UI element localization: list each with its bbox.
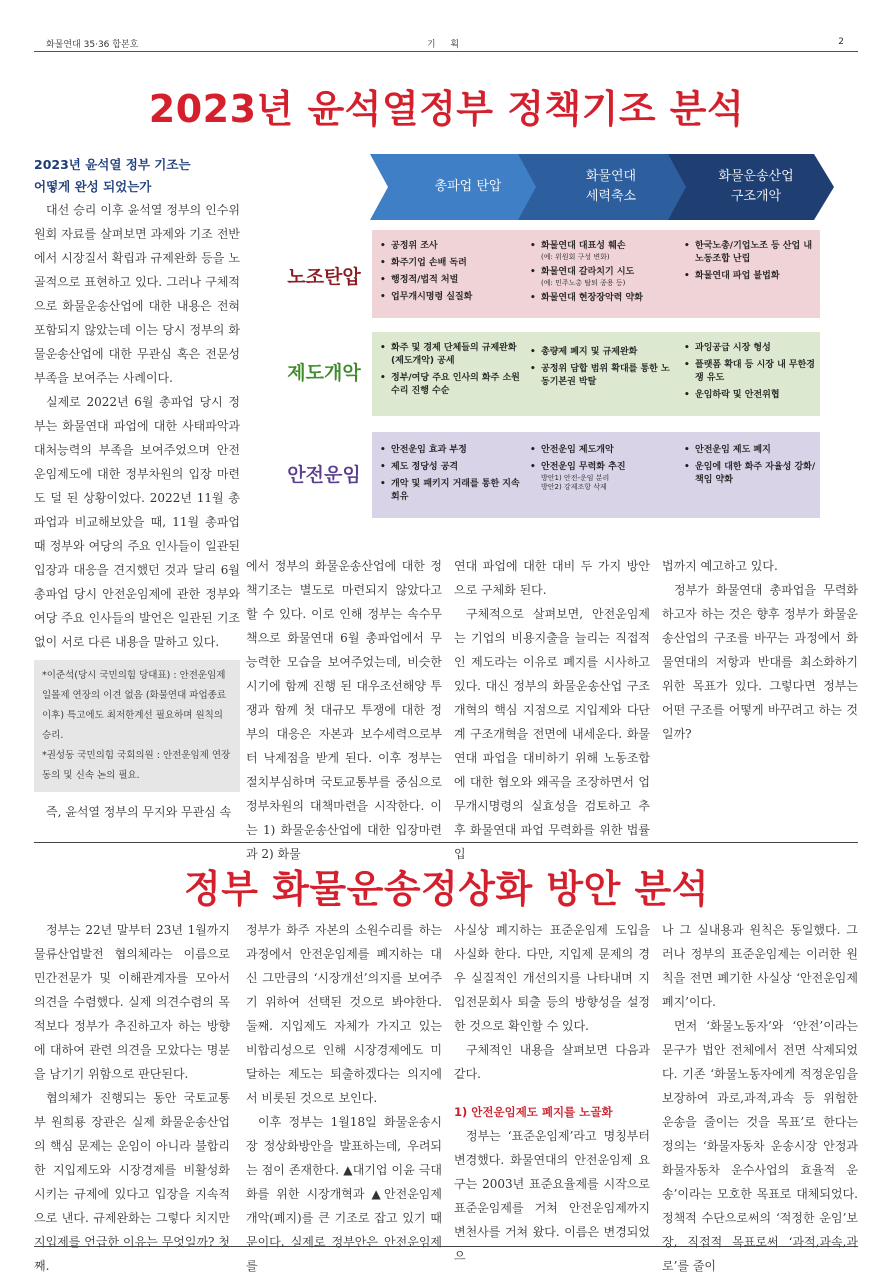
section2-subheading: 1) 안전운임제도 폐지를 노골화 xyxy=(454,1105,613,1119)
row3-cell3 xyxy=(684,444,816,491)
section2-col1-paragraph2: 협의체가 진행되는 동안 국토교통부 원희룡 장관은 실제 화물운송산업의 핵심 문제는 운임이 아니라 불합리한 지입제도와 시장경제를 비활성화 시키는 규제에 있다고 입장을 지속적으로 낸다. 규제완화는 그렇다 치지만 지입제를 언급한 이유는 무엇일까? 첫째. xyxy=(34,1091,230,1273)
section1-col4-paragraph2: 정부가 화물연대 총파업을 무력화하고자 하는 것은 향후 정부가 화물운송산업의 구조를 바꾸는 과정에서 화물연대의 저항과 반대를 최소화하기 위한 목표가 있다. 그렇다면 정부는 어떤 구조를 어떻게 바꾸려고 하는 것일까? xyxy=(662,583,858,741)
diagram-bullet xyxy=(380,444,520,457)
row2-cell1 xyxy=(380,342,520,402)
diagram-bullet xyxy=(380,372,520,398)
row-box-labor-suppression xyxy=(372,230,820,318)
section2-col3-paragraph3: 정부는 ‘표준운임제’라고 명칭부터 변경했다. 화물연대의 안전운임제 요구는 2003년 표준요율제를 시작으로 표준운임제를 거쳐 안전운임제까지 변천사를 거쳐 왔다. 이름은 변경되었으 xyxy=(454,1129,650,1263)
section2-col4-paragraph2: 먼저 ‘화물노동자’와 ‘안전’이라는 문구가 법안 전체에서 전면 삭제되었다. 기존 ‘화물노동자에게 적정운임을 보장하여 과로,과적,과속 등 위험한 운송을 줄이는 것을 목표’로 한다는 정의는 ‘화물자동차 운송시장 안정과 화물자동차 운수사업의 효율적 운송’이라는 모호한 목표로 대체되었다. 정책적 수단으로써의 ‘적정한 운임’보장, 직접적 목표로써 ‘과적,과속,과로’를 줄이 xyxy=(662,1019,858,1273)
quote-note-box xyxy=(34,660,240,792)
diagram-bullet-text: 개악 및 패키지 거래를 통한 지속 회유 xyxy=(391,479,520,502)
diagram-bullet-text: 화물연대 현장장악력 약화 xyxy=(541,293,643,303)
diagram-bullet xyxy=(530,444,678,457)
section1-col3-paragraph1: 연대 파업에 대한 대비 두 가지 방안으로 구체화 된다. xyxy=(454,559,650,597)
diagram-bullet xyxy=(684,461,816,487)
section2-column-3 xyxy=(454,918,650,1268)
header-publication: 화물연대 35·36 합본호 xyxy=(46,40,139,50)
diagram-bullet xyxy=(684,240,816,266)
diagram-bullet-text: 공정위 담합 범위 확대를 통한 노동기본권 박탈 xyxy=(541,364,670,387)
diagram-bullet-text: 안전운임 제도 폐지 xyxy=(695,445,771,455)
row1-cell2 xyxy=(530,240,678,309)
note-line-1: *이준석(당시 국민의힘 당대표) : 안전운임제 일몰제 연장의 이견 없음 (화물연대 파업종료 이후) 특고에도 최저한계선 필요하며 원칙의 승리. xyxy=(42,670,226,741)
page-header xyxy=(34,36,858,52)
header-section: 기 획 xyxy=(426,40,466,50)
arrow-label-1: 총파업 탄압 xyxy=(434,179,502,194)
diagram-bullet-text: 행정적/법적 처벌 xyxy=(391,275,459,285)
section1-col4-paragraph1: 법까지 예고하고 있다. xyxy=(662,559,778,573)
diagram-bullet xyxy=(530,292,678,305)
section2-col3-paragraph1: 사실상 폐지하는 표준운임제 도입을 사실화 한다. 다만, 지입제 문제의 경우 실질적인 개선의지를 나타내며 지입전문회사 퇴출 등의 방향성을 설정한 것으로 확인할 수 있다. xyxy=(454,923,650,1033)
section1-heading-line1: 2023년 윤석열 정부 기조는 xyxy=(34,157,191,172)
diagram-bullet xyxy=(530,363,678,389)
diagram-bullet xyxy=(530,346,678,359)
diagram-bullet-text: 업무개시명령 실질화 xyxy=(391,292,473,302)
diagram-bullet-text: 공정위 조사 xyxy=(391,241,438,251)
diagram-bullet xyxy=(530,266,678,288)
diagram-bullet xyxy=(380,461,520,474)
section1-column-1 xyxy=(34,154,240,824)
section2-col2-paragraph1: 정부가 화주 자본의 소원수리를 하는 과정에서 안전운임제를 폐지하는 대신 그만큼의 ‘시장개선’의지를 보여주기 위하여 선택된 것으로 봐야한다. 둘째. 지입제도 자체가 가지고 있는 비합리성으로 인해 시장경제에도 미달하는 제도는 퇴출하겠다는 의지에서 비롯된 것으로 보인다. xyxy=(246,923,442,1105)
section1-heading-line2: 어떻게 완성 되었는가 xyxy=(34,179,152,194)
row-box-safe-freight xyxy=(372,432,820,518)
diagram-bullet xyxy=(684,389,816,402)
section2-column-4 xyxy=(662,918,858,1278)
diagram-bullet-text: 제도 정당성 공격 xyxy=(391,462,459,472)
section2-col1-paragraph1: 정부는 22년 말부터 23년 1월까지 물류산업발전 협의체라는 이름으로 민간전문가 및 이해관계자를 모아서 의견을 수렴했다. 실제 의견수렴의 목적보다 정부가 추진하고자 하는 방향에 대하여 관련 의견을 모았다는 명분을 남기기 위함으로 판단된다. xyxy=(34,923,230,1081)
diagram-bullet xyxy=(380,342,520,368)
diagram-bullet-text: 한국노총/기업노조 등 산업 내 노동조합 난립 xyxy=(695,241,813,264)
policy-diagram xyxy=(262,150,862,522)
diagram-bullet xyxy=(380,274,520,287)
arrow-label-3: 화물운송산업 구조개악 xyxy=(718,169,794,204)
section1-col3-paragraph2: 구체적으로 살펴보면, 안전운임제는 기업의 비용지출을 늘리는 직접적인 제도라는 이유로 폐지를 시사하고 있다. 대신 정부의 화물운송산업 구조개혁의 핵심 지점으로 지입제와 다단계 구조개혁을 전면에 내세운다. 화물연대 파업을 대비하기 위해 노동조합에 대한 혐오와 왜곡을 조장하면서 업무개시명령의 실효성을 검토하고 추후 화물연대 파업 무력화를 위한 법률 입 xyxy=(454,607,650,861)
row2-cell2 xyxy=(530,346,678,393)
diagram-bullet xyxy=(380,257,520,270)
row3-cell2 xyxy=(530,444,678,496)
diagram-bullet-text: 총량제 폐지 및 규제완화 xyxy=(541,347,638,357)
diagram-bullet-text: 안전운임 무력화 추진 xyxy=(541,462,626,472)
diagram-bullet-text: 화물연대 대표성 훼손 xyxy=(541,241,626,251)
section1-col1-paragraph2: 실제로 2022년 6월 총파업 당시 정부는 화물연대 파업에 대한 사태파악과 대처능력의 부족을 보여주었으며 안전운임제도에 대한 정부차원의 입장 마련도 덜 된 상황이었다. 2022년 11월 총파업과 비교해보았을 때, 11월 총파업 때 정부와 여당의 주요 인사들이 일관된 입장과 대응을 견지했던 것과 달리 6월 총파업 당시 안전운임제에 관한 정부와 여당 주요 인사들의 발언은 일관된 기조 없이 서로 다른 내용을 말하고 있다. xyxy=(34,395,240,649)
diagram-bullet xyxy=(530,240,678,262)
section2-col4-paragraph1: 나 그 실내용과 원칙은 동일했다. 그러나 정부의 표준운임제는 이러한 원칙을 전면 폐기한 사실상 ‘안전운임제 폐지’이다. xyxy=(662,923,858,1009)
diagram-bullet xyxy=(380,240,520,253)
section2-col2-paragraph2: 이후 정부는 1월18일 화물운송시장 정상화방안을 발표하는데, 우려되는 점이 존재한다. ▲대기업 이윤 극대화를 위한 시장개혁과 ▲안전운임제 개악(폐지)를 큰 기조로 잡고 있기 때문이다. 실제로 정부안은 안전운임제를 xyxy=(246,1115,442,1273)
note-line-2: *권성동 국민의힘 국회의원 : 안전운임제 연장 동의 및 신속 논의 필요. xyxy=(42,750,231,781)
row-box-system-reform xyxy=(372,332,820,416)
diagram-bullet-note: 방안1) 안전-운임 분리 방안2) 강제조항 삭제 xyxy=(541,474,610,491)
section2-col3-paragraph2: 구체적인 내용을 살펴보면 다음과 같다. xyxy=(454,1043,650,1081)
section1-column-3 xyxy=(454,554,650,866)
row1-cell3 xyxy=(684,240,816,287)
diagram-bullet-text: 안전운임 제도개악 xyxy=(541,445,614,455)
diagram-bullet xyxy=(684,270,816,283)
diagram-bullet-text: 플랫폼 확대 등 시장 내 무한경쟁 유도 xyxy=(695,360,815,383)
diagram-bullet xyxy=(684,359,816,385)
diagram-bullet-text: 화주기업 손배 독려 xyxy=(391,258,467,268)
diagram-bullet-text: 정부/여당 주요 인사의 화주 소원수리 진행 수순 xyxy=(391,373,520,396)
diagram-bullet-text: 화물연대 갈라치기 시도 xyxy=(541,267,635,277)
diagram-bullet-note: (예: 위원회 구성 변화) xyxy=(541,253,610,261)
section1-column-2 xyxy=(246,554,442,866)
row2-cell3 xyxy=(684,342,816,406)
section1-col1-paragraph1: 대선 승리 이후 윤석열 정부의 인수위원회 자료를 살펴보면 과제와 기조 전반에서 시장질서 확립과 규제완화 등을 노골적으로 표현하고 있다. 그러나 구체적으로 화물운송산업에 대한 내용은 전혀 포함되지 않았는데 이는 당시 정부의 화물운송산업에 대한 무관심 혹은 전문성 부족을 보여주는 사례이다. xyxy=(34,203,240,385)
bottom-rule xyxy=(34,1246,858,1247)
arrow-label-2: 화물연대 세력축소 xyxy=(585,169,637,204)
row-label-safe-freight: 안전운임 xyxy=(287,464,361,486)
row3-cell1 xyxy=(380,444,520,508)
section2-title: 정부 화물운송정상화 방안 분석 xyxy=(184,867,709,911)
diagram-bullet-note: (예: 민주노총 탈퇴 종용 등) xyxy=(541,279,626,287)
row-label-labor-suppression: 노조탄압 xyxy=(287,266,361,288)
section1-title: 2023년 윤석열정부 정책기조 분석 xyxy=(148,87,745,131)
diagram-bullet-text: 화물연대 파업 불법화 xyxy=(695,271,780,281)
section1-column-4 xyxy=(662,554,858,746)
section1-col2-paragraph: 에서 정부의 화물운송산업에 대한 정책기조는 별도로 마련되지 않았다고 할 수 있다. 이로 인해 정부는 속수무책으로 화물연대 6월 총파업에서 무능력한 모습을 보여주었는데, 비슷한 시기에 함께 진행 된 대우조선해양 투쟁과 함께 첫 대규모 투쟁에 대한 정부의 대응은 자본과 보수세력으로부터 낙제점을 받게 된다. 이후 정부는 절치부심하며 국토교통부를 중심으로 정부차원의 대책마련을 시작한다. 이는 1) 화물운송산업에 대한 입장마련과 2) 화물 xyxy=(246,559,442,861)
diagram-bullet xyxy=(380,478,520,504)
diagram-bullet xyxy=(684,444,816,457)
header-page-number: 2 xyxy=(838,37,844,47)
diagram-bullet xyxy=(530,461,678,492)
row1-cell1 xyxy=(380,240,520,308)
diagram-bullet-text: 화주 및 경제 단체들의 규제완화(제도개악) 공세 xyxy=(391,343,517,366)
section2-column-2 xyxy=(246,918,442,1278)
diagram-bullet xyxy=(684,342,816,355)
row-label-system-reform: 제도개악 xyxy=(287,362,361,384)
diagram-bullet-text: 과잉공급 시장 형성 xyxy=(695,343,771,353)
section1-col1-paragraph3: 즉, 윤석열 정부의 무지와 무관심 속 xyxy=(46,805,232,819)
section-divider xyxy=(34,842,858,843)
diagram-bullet xyxy=(380,291,520,304)
section2-column-1 xyxy=(34,918,230,1278)
diagram-bullet-text: 운임하락 및 안전위협 xyxy=(695,390,780,400)
diagram-bullet-text: 안전운임 효과 부정 xyxy=(391,445,467,455)
diagram-bullet-text: 운임에 대한 화주 자율성 강화/책임 약화 xyxy=(695,462,816,485)
